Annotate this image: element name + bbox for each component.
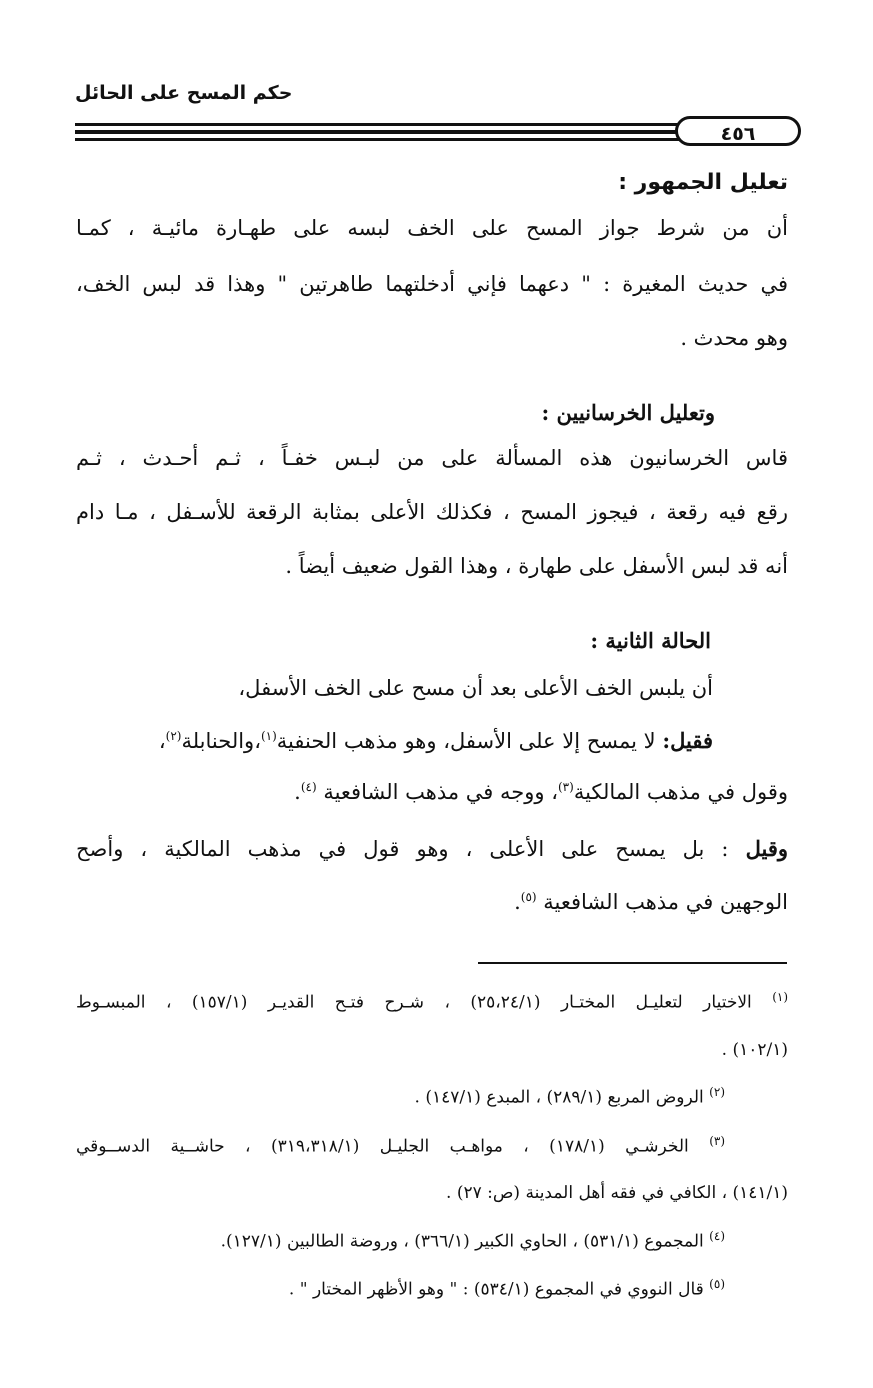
footnote-text: الاختيار لتعليـل المختـار (٢٥،٢٤/١) ، شـرح فتـح القديـر (١٥٧/١) ، المبسـوط — [76, 992, 773, 1013]
footnote-4 — [76, 1229, 725, 1252]
footnote-5 — [76, 1277, 725, 1300]
page-number: ٤٥٦ — [675, 116, 801, 146]
footnote-marker: (٢) — [165, 729, 182, 743]
paragraph-line: قاس الخرسانيون هذه المسألة على من لبـس خفـاً ، ثـم أحـدث ، ثـم — [76, 446, 788, 470]
footnote-marker: (١) — [260, 729, 277, 743]
paragraph-line: رقع فيه رقعة ، فيجوز المسح ، فكذلك الأعلى بمثابة الرقعة للأسـفل ، مـا دام — [76, 500, 788, 524]
heading-second-case: الحالة الثانية : — [590, 628, 711, 653]
footnote-number: (١) — [772, 990, 789, 1004]
paragraph-line: وهو محدث . — [680, 326, 788, 350]
opinion-text: ،والحنابلة — [181, 729, 261, 753]
paragraph-line: أنه قد لبس الأسفل على طهارة ، وهذا القول ضعيف أيضاً . — [285, 554, 788, 578]
opinion-second-line — [76, 836, 788, 861]
opinion-text: . — [294, 780, 301, 804]
opinion-second-line-cont — [76, 890, 788, 914]
opinion-text: : بل يمسح على الأعلى ، وهو قول في مذهب المالكية ، وأصح — [76, 837, 746, 861]
footnote-3 — [76, 1134, 725, 1157]
opinion-text: ، ووجه في مذهب الشافعية — [316, 780, 558, 804]
footnote-marker: (٣) — [557, 780, 574, 794]
footnote-1-cont: (١٠٢/١) . — [721, 1040, 788, 1060]
running-title: حكم المسح على الحائل — [75, 82, 293, 104]
footnote-text: المجموع (٥٣١/١) ، الحاوي الكبير (٣٦٦/١) ، وروضة الطالبين (١٢٧/١). — [220, 1231, 710, 1252]
opinion-text: ، — [158, 729, 166, 753]
footnote-separator — [478, 962, 787, 964]
opinion-lead: فقيل: — [662, 728, 713, 753]
footnote-text: الخرشـي (١٧٨/١) ، مواهـب الجليـل (٣١٩،٣١٨/١) ، حاشــية الدســوقي — [76, 1136, 710, 1157]
heading-jumhur: تعليل الجمهور : — [618, 170, 788, 195]
footnote-text: الروض المربع (٢٨٩/١) ، المبدع (١٤٧/١) . — [414, 1087, 710, 1108]
footnote-number: (٤) — [709, 1229, 725, 1243]
footnote-2 — [76, 1085, 725, 1108]
opinion-text: لا يمسح إلا على الأسفل، وهو مذهب الحنفية — [276, 729, 663, 753]
footnote-3-cont: (١٤١/١) ، الكافي في فقه أهل المدينة (ص: ٢٧) . — [446, 1183, 788, 1203]
footnote-number: (٣) — [709, 1134, 726, 1148]
heading-khurasaniyyin: وتعليل الخرسانيين : — [541, 400, 715, 425]
footnote-number: (٥) — [709, 1277, 725, 1291]
footnote-marker: (٤) — [300, 780, 317, 794]
opinion-lead: وقيل — [745, 836, 788, 861]
paragraph-line: أن يلبس الخف الأعلى بعد أن مسح على الخف الأسفل، — [238, 676, 713, 700]
paragraph-line: في حديث المغيرة : " دعهما فإني أدخلتهما طاهرتين " وهذا قد لبس الخف، — [76, 272, 788, 296]
footnote-1 — [76, 990, 788, 1013]
header-rule — [75, 116, 790, 150]
opinion-first-line-cont — [76, 780, 788, 804]
footnote-number: (٢) — [709, 1085, 725, 1099]
paragraph-line: أن من شرط جواز المسح على الخف لبسه على طهـارة مائيـة ، كمـا — [76, 216, 788, 240]
opinion-first-line — [76, 728, 713, 753]
opinion-text: الوجهين في مذهب الشافعية — [536, 890, 788, 914]
footnote-marker: (٥) — [520, 890, 537, 904]
footnote-text: قال النووي في المجموع (٥٣٤/١) : " وهو الأظهر المختار " . — [288, 1279, 710, 1300]
opinion-text: وقول في مذهب المالكية — [573, 780, 788, 804]
opinion-text: . — [514, 890, 521, 914]
